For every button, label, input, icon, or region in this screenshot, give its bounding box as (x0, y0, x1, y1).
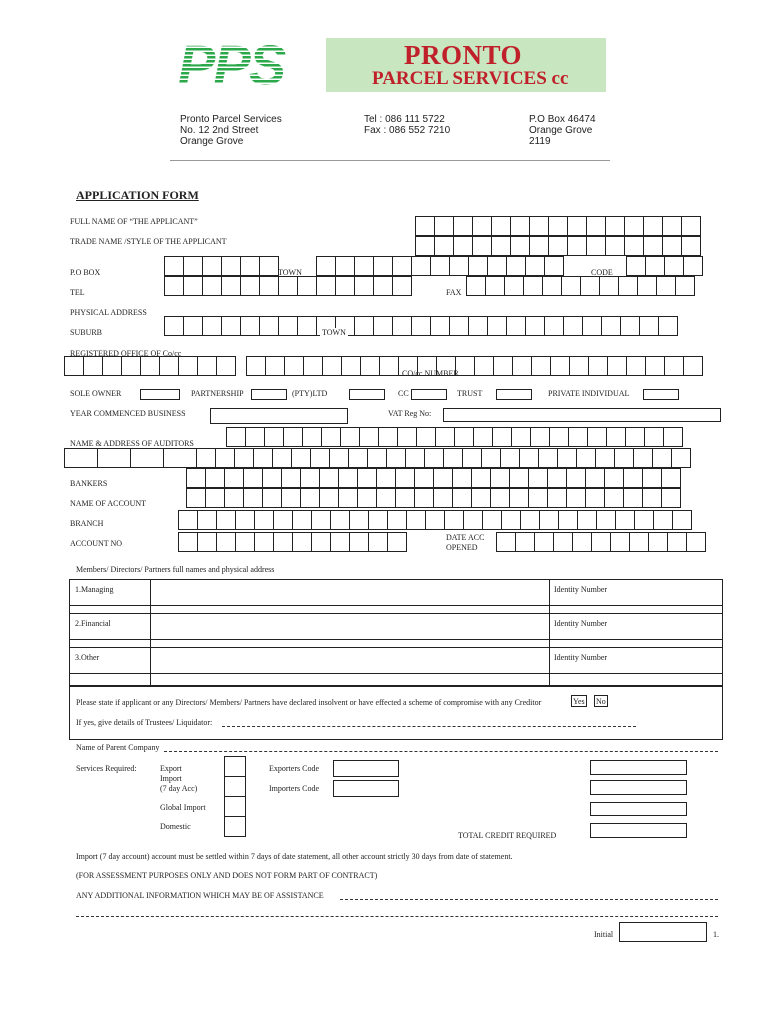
suburb-label: SUBURB (70, 328, 103, 337)
auditors-boxes[interactable] (64, 448, 691, 468)
name-of-account-boxes[interactable] (186, 488, 681, 508)
account-no-label: ACCOUNT NO (70, 539, 123, 548)
insolvency-question: Please state if applicant or any Directors/ Members/ Partners have declared insolvent or have effected a scheme of compromise with any Creditor (76, 698, 542, 707)
domestic-option: Domestic (160, 822, 191, 831)
branch-label: BRANCH (70, 519, 104, 528)
company-contact (364, 114, 450, 136)
trustees-label: If yes, give details of Trustees/ Liquidator: (76, 718, 213, 727)
po-box-label: P.O BOX (70, 268, 101, 277)
credit-field-2[interactable] (590, 780, 687, 795)
additional-info-line-2[interactable] (76, 916, 718, 917)
members-row-line (69, 639, 723, 640)
import-note: Import (7 day account) account must be settled within 7 days of date statement, all other account strictly 30 days from date of statement. (76, 852, 513, 861)
town-label-2: TOWN (322, 328, 346, 337)
credit-field-1[interactable] (590, 760, 687, 775)
assessment-note: (FOR ASSESSMENT PURPOSES ONLY AND DOES NOT FORM PART OF CONTRACT) (76, 871, 378, 880)
import-option: Import (160, 774, 182, 783)
members-heading: Members/ Directors/ Partners full names and physical address (76, 565, 275, 574)
cc-label: CC (398, 389, 409, 398)
auditors-label: NAME & ADDRESS OF AUDITORS (70, 439, 194, 448)
full-name-label: FULL NAME OF “THE APPLICANT” (70, 217, 198, 226)
trade-name-label: TRADE NAME /STYLE OF THE APPLICANT (70, 237, 227, 246)
branch-boxes[interactable] (178, 510, 692, 530)
day-acc-note: (7 day Acc) (160, 784, 198, 793)
cc-checkbox[interactable] (411, 389, 447, 400)
town-label: TOWN (278, 268, 302, 277)
company-postal (529, 114, 596, 147)
partnership-checkbox[interactable] (251, 389, 287, 400)
po-box-boxes[interactable] (164, 256, 279, 276)
sole-owner-label: SOLE OWNER (70, 389, 122, 398)
no-label: No (596, 697, 606, 706)
physical-address-label: PHYSICAL ADDRESS (70, 308, 147, 317)
private-individual-label: PRIVATE INDIVIDUAL (548, 389, 630, 398)
address-line: Pronto Parcel Services (180, 114, 282, 125)
date-acc-label (446, 533, 484, 553)
member-managing-label: 1.Managing (75, 585, 114, 594)
global-import-checkbox[interactable] (224, 796, 246, 817)
members-row-line (69, 613, 723, 614)
insolvency-section (69, 686, 723, 740)
members-row-line (69, 673, 723, 674)
postal-line: P.O Box 46474 (529, 114, 596, 125)
member-financial-label: 2.Financial (75, 619, 111, 628)
parent-company-label: Name of Parent Company (76, 743, 160, 752)
total-credit-field[interactable] (590, 823, 687, 838)
name-of-account-label: NAME OF ACCOUNT (70, 499, 147, 508)
trust-label: TRUST (457, 389, 483, 398)
fax-number: Fax : 086 552 7210 (364, 125, 451, 136)
fax-boxes[interactable] (466, 276, 695, 296)
address-line: Orange Grove (180, 136, 244, 147)
importers-code-field[interactable] (333, 780, 399, 797)
total-credit-label: TOTAL CREDIT REQUIRED (458, 831, 557, 840)
initial-label: Initial (594, 930, 614, 939)
year-commenced-field[interactable] (210, 408, 348, 424)
phone-number: Tel : 086 111 5722 (364, 114, 445, 125)
company-logo (176, 36, 606, 92)
global-import-option: Global Import (160, 803, 206, 812)
postal-line: Orange Grove (529, 125, 593, 136)
import-checkbox[interactable] (224, 776, 246, 797)
page-number: 1. (713, 930, 719, 939)
members-table (69, 579, 723, 686)
tel-boxes[interactable] (164, 276, 412, 296)
town-boxes[interactable] (316, 256, 564, 276)
registered-office-boxes[interactable] (64, 356, 236, 376)
yes-label: Yes (573, 697, 585, 706)
additional-info-label: ANY ADDITIONAL INFORMATION WHICH MAY BE OF ASSISTANCE (76, 891, 324, 900)
pty-ltd-label: (PTY)LTD (292, 389, 328, 398)
header-divider (170, 160, 610, 161)
member-financial-id-label: Identity Number (554, 619, 608, 628)
members-col-divider (549, 579, 550, 686)
code-boxes[interactable] (626, 256, 703, 276)
brand-name: PRONTO (404, 40, 523, 70)
date-acc-boxes[interactable] (496, 532, 706, 552)
export-checkbox[interactable] (224, 756, 246, 777)
logo-letters: PPS (178, 36, 285, 92)
exporters-code-field[interactable] (333, 760, 399, 777)
full-name-boxes[interactable] (415, 216, 701, 236)
member-managing-id-label: Identity Number (554, 585, 608, 594)
postal-line: 2119 (529, 136, 551, 147)
account-no-boxes[interactable] (178, 532, 407, 552)
member-other-label: 3.Other (75, 653, 100, 662)
co-number-label: CO/cc NUMBER (402, 369, 459, 378)
pty-ltd-checkbox[interactable] (349, 389, 385, 400)
members-row-line (69, 647, 723, 648)
private-individual-checkbox[interactable] (643, 389, 679, 400)
service-options (160, 764, 197, 794)
form-title: APPLICATION FORM (76, 188, 199, 202)
member-other-id-label: Identity Number (554, 653, 608, 662)
year-commenced-label: YEAR COMMENCED BUSINESS (70, 409, 186, 418)
initial-field[interactable] (619, 922, 707, 942)
auditors-boxes-top[interactable] (226, 427, 683, 447)
exporters-code-label: Exporters Code (269, 764, 319, 773)
members-row-line (69, 605, 723, 606)
address-line: No. 12 2nd Street (180, 125, 259, 136)
partnership-label: PARTNERSHIP (191, 389, 244, 398)
vat-reg-label: VAT Reg No: (388, 409, 432, 418)
domestic-checkbox[interactable] (224, 816, 246, 837)
date-acc-text: DATE ACC (446, 533, 485, 542)
company-address (180, 114, 282, 147)
registered-office-boxes-2[interactable] (246, 356, 703, 376)
additional-info-line[interactable] (340, 899, 718, 900)
trustees-line[interactable] (222, 726, 636, 727)
registered-office-label: REGISTERED OFFICE OF Co/cc (70, 349, 182, 358)
brand-subname: PARCEL SERVICES cc (372, 68, 569, 89)
parent-company-line[interactable] (164, 751, 718, 752)
credit-field-3[interactable] (590, 802, 687, 816)
importers-code-label: Importers Code (269, 784, 319, 793)
services-required-label: Services Required: (76, 764, 137, 773)
export-option: Export (160, 764, 182, 773)
bankers-boxes[interactable] (186, 468, 681, 488)
bankers-label: BANKERS (70, 479, 108, 488)
code-label: CODE (591, 268, 613, 277)
trade-name-boxes[interactable] (415, 236, 701, 256)
physical-address-boxes[interactable] (164, 316, 678, 336)
tel-label: TEL (70, 288, 85, 297)
vat-reg-field[interactable] (443, 408, 721, 422)
opened-text: OPENED (446, 543, 478, 552)
fax-label: FAX (446, 288, 462, 297)
members-col-divider (150, 579, 151, 686)
trust-checkbox[interactable] (496, 389, 532, 400)
sole-owner-checkbox[interactable] (140, 389, 180, 400)
